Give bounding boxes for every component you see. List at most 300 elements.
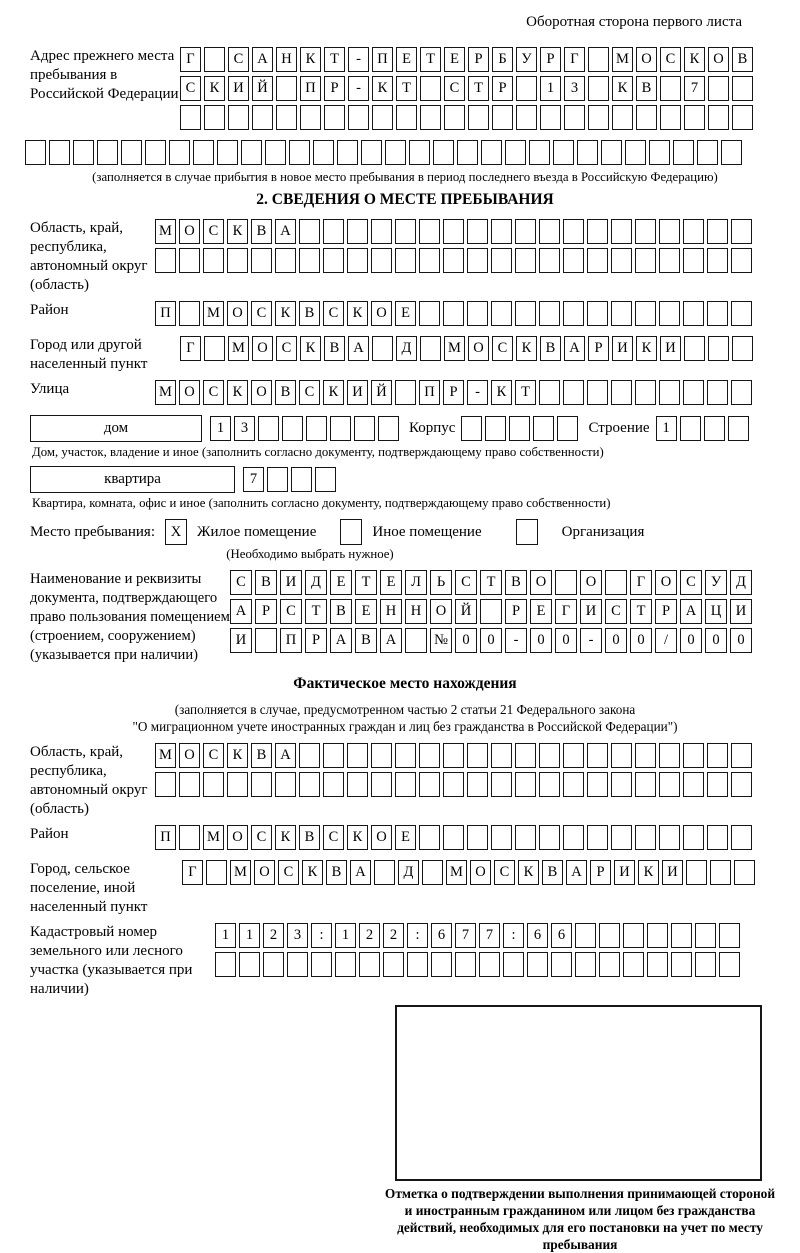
char-cell[interactable] xyxy=(708,336,729,361)
char-cell[interactable] xyxy=(419,219,440,244)
char-cell[interactable]: № xyxy=(430,628,452,653)
checkbox-zhiloe[interactable]: X xyxy=(165,519,187,545)
char-cell[interactable] xyxy=(241,140,262,165)
char-cell[interactable] xyxy=(707,301,728,326)
char-cell[interactable]: - xyxy=(505,628,527,653)
char-cell[interactable] xyxy=(300,105,321,130)
char-cell[interactable]: М xyxy=(203,301,224,326)
char-cell[interactable] xyxy=(623,952,644,977)
char-cell[interactable]: 0 xyxy=(555,628,577,653)
char-cell[interactable]: К xyxy=(302,860,323,885)
char-cell[interactable] xyxy=(635,380,656,405)
char-cell[interactable] xyxy=(492,105,513,130)
char-cell[interactable] xyxy=(734,860,755,885)
char-cell[interactable]: Т xyxy=(420,47,441,72)
char-cell[interactable]: К xyxy=(347,301,368,326)
char-cell[interactable]: С xyxy=(203,380,224,405)
char-cell[interactable] xyxy=(719,923,740,948)
char-cell[interactable] xyxy=(467,743,488,768)
char-cell[interactable] xyxy=(551,952,572,977)
char-cell[interactable]: Г xyxy=(564,47,585,72)
char-cell[interactable] xyxy=(444,105,465,130)
char-cell[interactable] xyxy=(179,772,200,797)
char-cell[interactable] xyxy=(515,772,536,797)
char-cell[interactable] xyxy=(684,336,705,361)
char-cell[interactable]: С xyxy=(251,301,272,326)
char-cell[interactable] xyxy=(315,467,336,492)
char-cell[interactable] xyxy=(395,380,416,405)
char-cell[interactable] xyxy=(611,380,632,405)
char-cell[interactable] xyxy=(203,772,224,797)
char-cell[interactable] xyxy=(539,219,560,244)
char-cell[interactable] xyxy=(540,105,561,130)
char-cell[interactable]: 7 xyxy=(479,923,500,948)
char-cell[interactable] xyxy=(680,416,701,441)
char-cell[interactable] xyxy=(179,825,200,850)
char-cell[interactable]: О xyxy=(371,825,392,850)
char-cell[interactable] xyxy=(697,140,718,165)
char-cell[interactable] xyxy=(707,772,728,797)
char-cell[interactable]: 0 xyxy=(530,628,552,653)
char-cell[interactable] xyxy=(563,301,584,326)
char-cell[interactable] xyxy=(611,743,632,768)
char-cell[interactable]: О xyxy=(371,301,392,326)
char-cell[interactable]: Р xyxy=(492,76,513,101)
char-cell[interactable] xyxy=(563,772,584,797)
char-cell[interactable] xyxy=(204,105,225,130)
char-cell[interactable]: К xyxy=(227,743,248,768)
char-cell[interactable] xyxy=(731,380,752,405)
char-cell[interactable] xyxy=(601,140,622,165)
char-cell[interactable] xyxy=(481,140,502,165)
char-cell[interactable]: П xyxy=(155,301,176,326)
char-cell[interactable] xyxy=(587,248,608,273)
char-cell[interactable] xyxy=(539,772,560,797)
char-cell[interactable]: : xyxy=(407,923,428,948)
char-cell[interactable]: А xyxy=(348,336,369,361)
char-cell[interactable]: А xyxy=(230,599,252,624)
char-cell[interactable] xyxy=(193,140,214,165)
char-cell[interactable] xyxy=(49,140,70,165)
char-cell[interactable] xyxy=(587,772,608,797)
char-cell[interactable] xyxy=(419,301,440,326)
char-cell[interactable] xyxy=(258,416,279,441)
char-cell[interactable]: Р xyxy=(305,628,327,653)
char-cell[interactable]: А xyxy=(330,628,352,653)
char-cell[interactable] xyxy=(671,952,692,977)
char-cell[interactable] xyxy=(121,140,142,165)
char-cell[interactable] xyxy=(505,140,526,165)
char-cell[interactable]: А xyxy=(350,860,371,885)
char-cell[interactable]: В xyxy=(299,825,320,850)
char-cell[interactable]: О xyxy=(227,301,248,326)
char-cell[interactable] xyxy=(516,105,537,130)
char-cell[interactable] xyxy=(348,105,369,130)
char-cell[interactable]: С xyxy=(180,76,201,101)
char-cell[interactable]: С xyxy=(660,47,681,72)
char-cell[interactable]: С xyxy=(276,336,297,361)
char-cell[interactable]: М xyxy=(446,860,467,885)
char-cell[interactable] xyxy=(251,248,272,273)
char-cell[interactable]: Р xyxy=(324,76,345,101)
char-cell[interactable] xyxy=(206,860,227,885)
char-cell[interactable]: С xyxy=(251,825,272,850)
char-cell[interactable] xyxy=(647,952,668,977)
char-cell[interactable] xyxy=(371,772,392,797)
char-cell[interactable]: К xyxy=(638,860,659,885)
char-cell[interactable] xyxy=(587,219,608,244)
char-cell[interactable] xyxy=(431,952,452,977)
char-cell[interactable] xyxy=(588,76,609,101)
char-cell[interactable] xyxy=(282,416,303,441)
char-cell[interactable]: М xyxy=(203,825,224,850)
char-cell[interactable] xyxy=(491,248,512,273)
char-cell[interactable] xyxy=(204,336,225,361)
char-cell[interactable] xyxy=(228,105,249,130)
char-cell[interactable] xyxy=(659,772,680,797)
char-cell[interactable]: Р xyxy=(540,47,561,72)
char-cell[interactable] xyxy=(686,860,707,885)
char-cell[interactable]: Г xyxy=(182,860,203,885)
char-cell[interactable]: О xyxy=(468,336,489,361)
char-cell[interactable] xyxy=(533,416,554,441)
char-cell[interactable]: С xyxy=(323,301,344,326)
char-cell[interactable] xyxy=(371,248,392,273)
char-cell[interactable] xyxy=(359,952,380,977)
char-cell[interactable] xyxy=(695,952,716,977)
char-cell[interactable]: 2 xyxy=(263,923,284,948)
char-cell[interactable]: С xyxy=(230,570,252,595)
char-cell[interactable]: П xyxy=(280,628,302,653)
char-cell[interactable] xyxy=(419,743,440,768)
char-cell[interactable] xyxy=(539,248,560,273)
char-cell[interactable] xyxy=(155,772,176,797)
char-cell[interactable] xyxy=(468,105,489,130)
char-cell[interactable] xyxy=(227,772,248,797)
char-cell[interactable] xyxy=(707,825,728,850)
char-cell[interactable]: А xyxy=(566,860,587,885)
char-cell[interactable] xyxy=(529,140,550,165)
char-cell[interactable]: С xyxy=(455,570,477,595)
char-cell[interactable]: Р xyxy=(655,599,677,624)
char-cell[interactable] xyxy=(515,743,536,768)
char-cell[interactable] xyxy=(647,923,668,948)
char-cell[interactable] xyxy=(457,140,478,165)
char-cell[interactable]: И xyxy=(660,336,681,361)
char-cell[interactable] xyxy=(563,743,584,768)
char-cell[interactable]: К xyxy=(300,336,321,361)
char-cell[interactable] xyxy=(289,140,310,165)
char-cell[interactable]: Т xyxy=(480,570,502,595)
char-cell[interactable] xyxy=(731,301,752,326)
char-cell[interactable] xyxy=(467,219,488,244)
char-cell[interactable] xyxy=(443,743,464,768)
char-cell[interactable] xyxy=(732,105,753,130)
char-cell[interactable] xyxy=(539,743,560,768)
char-cell[interactable] xyxy=(635,301,656,326)
char-cell[interactable]: 3 xyxy=(564,76,585,101)
char-cell[interactable]: В xyxy=(326,860,347,885)
char-cell[interactable] xyxy=(467,301,488,326)
char-cell[interactable] xyxy=(383,952,404,977)
char-cell[interactable]: Г xyxy=(555,599,577,624)
char-cell[interactable] xyxy=(660,76,681,101)
char-cell[interactable] xyxy=(539,301,560,326)
char-cell[interactable] xyxy=(405,628,427,653)
char-cell[interactable] xyxy=(347,772,368,797)
char-cell[interactable]: П xyxy=(300,76,321,101)
char-cell[interactable]: К xyxy=(347,825,368,850)
char-cell[interactable] xyxy=(239,952,260,977)
checkbox-inoe[interactable] xyxy=(340,519,362,545)
char-cell[interactable] xyxy=(347,248,368,273)
char-cell[interactable]: 1 xyxy=(656,416,677,441)
char-cell[interactable]: Й xyxy=(371,380,392,405)
char-cell[interactable]: В xyxy=(324,336,345,361)
char-cell[interactable] xyxy=(420,105,441,130)
char-cell[interactable]: Т xyxy=(355,570,377,595)
char-cell[interactable] xyxy=(563,380,584,405)
char-cell[interactable]: 7 xyxy=(243,467,264,492)
char-cell[interactable] xyxy=(337,140,358,165)
char-cell[interactable]: В xyxy=(355,628,377,653)
char-cell[interactable] xyxy=(179,301,200,326)
char-cell[interactable]: - xyxy=(348,76,369,101)
char-cell[interactable]: И xyxy=(580,599,602,624)
char-cell[interactable] xyxy=(539,380,560,405)
char-cell[interactable] xyxy=(480,599,502,624)
char-cell[interactable] xyxy=(372,105,393,130)
char-cell[interactable] xyxy=(635,219,656,244)
char-cell[interactable] xyxy=(420,76,441,101)
char-cell[interactable] xyxy=(527,952,548,977)
char-cell[interactable]: М xyxy=(612,47,633,72)
char-cell[interactable]: С xyxy=(278,860,299,885)
house-box[interactable] xyxy=(30,415,202,442)
char-cell[interactable] xyxy=(683,380,704,405)
char-cell[interactable]: Е xyxy=(396,47,417,72)
char-cell[interactable] xyxy=(25,140,46,165)
char-cell[interactable]: О xyxy=(530,570,552,595)
char-cell[interactable] xyxy=(515,301,536,326)
char-cell[interactable] xyxy=(461,416,482,441)
char-cell[interactable] xyxy=(385,140,406,165)
char-cell[interactable] xyxy=(683,219,704,244)
char-cell[interactable] xyxy=(323,219,344,244)
char-cell[interactable] xyxy=(683,772,704,797)
char-cell[interactable]: В xyxy=(275,380,296,405)
char-cell[interactable]: М xyxy=(444,336,465,361)
char-cell[interactable]: 0 xyxy=(455,628,477,653)
char-cell[interactable] xyxy=(215,952,236,977)
char-cell[interactable] xyxy=(611,219,632,244)
char-cell[interactable]: 1 xyxy=(239,923,260,948)
char-cell[interactable] xyxy=(731,772,752,797)
char-cell[interactable]: К xyxy=(300,47,321,72)
char-cell[interactable]: В xyxy=(330,599,352,624)
char-cell[interactable]: Е xyxy=(380,570,402,595)
char-cell[interactable] xyxy=(599,952,620,977)
char-cell[interactable]: П xyxy=(419,380,440,405)
char-cell[interactable] xyxy=(395,743,416,768)
char-cell[interactable]: 2 xyxy=(383,923,404,948)
char-cell[interactable]: К xyxy=(204,76,225,101)
char-cell[interactable]: К xyxy=(518,860,539,885)
char-cell[interactable] xyxy=(659,219,680,244)
char-cell[interactable]: А xyxy=(680,599,702,624)
char-cell[interactable] xyxy=(659,248,680,273)
char-cell[interactable]: С xyxy=(323,825,344,850)
char-cell[interactable]: Е xyxy=(530,599,552,624)
char-cell[interactable]: В xyxy=(255,570,277,595)
char-cell[interactable]: И xyxy=(662,860,683,885)
char-cell[interactable]: С xyxy=(494,860,515,885)
char-cell[interactable] xyxy=(491,772,512,797)
char-cell[interactable] xyxy=(443,772,464,797)
char-cell[interactable] xyxy=(443,825,464,850)
char-cell[interactable] xyxy=(323,772,344,797)
char-cell[interactable]: 1 xyxy=(335,923,356,948)
char-cell[interactable] xyxy=(728,416,749,441)
char-cell[interactable] xyxy=(335,952,356,977)
char-cell[interactable] xyxy=(599,923,620,948)
char-cell[interactable] xyxy=(371,219,392,244)
char-cell[interactable]: 6 xyxy=(527,923,548,948)
char-cell[interactable] xyxy=(732,76,753,101)
char-cell[interactable]: А xyxy=(275,219,296,244)
char-cell[interactable] xyxy=(635,772,656,797)
char-cell[interactable]: 7 xyxy=(455,923,476,948)
char-cell[interactable] xyxy=(707,380,728,405)
char-cell[interactable] xyxy=(587,825,608,850)
char-cell[interactable]: О xyxy=(179,219,200,244)
char-cell[interactable]: 2 xyxy=(359,923,380,948)
char-cell[interactable] xyxy=(419,248,440,273)
char-cell[interactable]: В xyxy=(505,570,527,595)
char-cell[interactable]: Д xyxy=(396,336,417,361)
char-cell[interactable] xyxy=(563,248,584,273)
char-cell[interactable] xyxy=(491,301,512,326)
char-cell[interactable]: Й xyxy=(455,599,477,624)
char-cell[interactable] xyxy=(217,140,238,165)
char-cell[interactable]: К xyxy=(372,76,393,101)
char-cell[interactable]: И xyxy=(230,628,252,653)
char-cell[interactable] xyxy=(467,772,488,797)
char-cell[interactable]: А xyxy=(380,628,402,653)
char-cell[interactable] xyxy=(625,140,646,165)
char-cell[interactable]: К xyxy=(516,336,537,361)
char-cell[interactable]: : xyxy=(503,923,524,948)
char-cell[interactable]: С xyxy=(492,336,513,361)
char-cell[interactable]: О xyxy=(227,825,248,850)
char-cell[interactable] xyxy=(611,772,632,797)
char-cell[interactable] xyxy=(539,825,560,850)
char-cell[interactable] xyxy=(707,248,728,273)
char-cell[interactable] xyxy=(660,105,681,130)
char-cell[interactable] xyxy=(479,952,500,977)
char-cell[interactable]: Н xyxy=(276,47,297,72)
char-cell[interactable]: 0 xyxy=(730,628,752,653)
char-cell[interactable]: П xyxy=(155,825,176,850)
char-cell[interactable]: О xyxy=(580,570,602,595)
char-cell[interactable] xyxy=(553,140,574,165)
char-cell[interactable]: Е xyxy=(395,825,416,850)
char-cell[interactable]: М xyxy=(228,336,249,361)
char-cell[interactable]: 0 xyxy=(680,628,702,653)
char-cell[interactable] xyxy=(361,140,382,165)
char-cell[interactable] xyxy=(732,336,753,361)
char-cell[interactable] xyxy=(515,248,536,273)
char-cell[interactable]: Р xyxy=(468,47,489,72)
char-cell[interactable] xyxy=(324,105,345,130)
char-cell[interactable]: С xyxy=(203,219,224,244)
char-cell[interactable]: О xyxy=(470,860,491,885)
char-cell[interactable] xyxy=(407,952,428,977)
char-cell[interactable] xyxy=(251,772,272,797)
char-cell[interactable]: С xyxy=(228,47,249,72)
char-cell[interactable]: 6 xyxy=(551,923,572,948)
char-cell[interactable]: Д xyxy=(730,570,752,595)
char-cell[interactable]: В xyxy=(540,336,561,361)
char-cell[interactable] xyxy=(563,219,584,244)
char-cell[interactable]: Р xyxy=(588,336,609,361)
char-cell[interactable] xyxy=(265,140,286,165)
char-cell[interactable]: К xyxy=(612,76,633,101)
char-cell[interactable]: Е xyxy=(355,599,377,624)
char-cell[interactable]: Р xyxy=(505,599,527,624)
char-cell[interactable]: И xyxy=(614,860,635,885)
char-cell[interactable]: Ц xyxy=(705,599,727,624)
char-cell[interactable]: О xyxy=(254,860,275,885)
char-cell[interactable] xyxy=(347,219,368,244)
char-cell[interactable]: К xyxy=(227,380,248,405)
char-cell[interactable] xyxy=(557,416,578,441)
char-cell[interactable] xyxy=(611,248,632,273)
char-cell[interactable]: С xyxy=(444,76,465,101)
char-cell[interactable] xyxy=(204,47,225,72)
char-cell[interactable]: Т xyxy=(305,599,327,624)
char-cell[interactable] xyxy=(433,140,454,165)
char-cell[interactable] xyxy=(491,743,512,768)
char-cell[interactable]: Д xyxy=(398,860,419,885)
char-cell[interactable]: М xyxy=(155,219,176,244)
char-cell[interactable]: О xyxy=(252,336,273,361)
char-cell[interactable] xyxy=(683,743,704,768)
char-cell[interactable]: 0 xyxy=(630,628,652,653)
char-cell[interactable] xyxy=(374,860,395,885)
char-cell[interactable]: И xyxy=(280,570,302,595)
char-cell[interactable]: Т xyxy=(515,380,536,405)
char-cell[interactable]: 1 xyxy=(210,416,231,441)
char-cell[interactable] xyxy=(683,825,704,850)
char-cell[interactable] xyxy=(515,219,536,244)
char-cell[interactable] xyxy=(721,140,742,165)
char-cell[interactable]: В xyxy=(636,76,657,101)
char-cell[interactable]: В xyxy=(251,219,272,244)
char-cell[interactable] xyxy=(635,743,656,768)
char-cell[interactable] xyxy=(275,248,296,273)
char-cell[interactable]: О xyxy=(179,743,200,768)
char-cell[interactable]: А xyxy=(564,336,585,361)
char-cell[interactable]: П xyxy=(372,47,393,72)
char-cell[interactable]: Г xyxy=(180,336,201,361)
char-cell[interactable] xyxy=(354,416,375,441)
char-cell[interactable] xyxy=(323,248,344,273)
char-cell[interactable] xyxy=(395,248,416,273)
char-cell[interactable] xyxy=(563,825,584,850)
char-cell[interactable]: 0 xyxy=(605,628,627,653)
char-cell[interactable]: 0 xyxy=(705,628,727,653)
